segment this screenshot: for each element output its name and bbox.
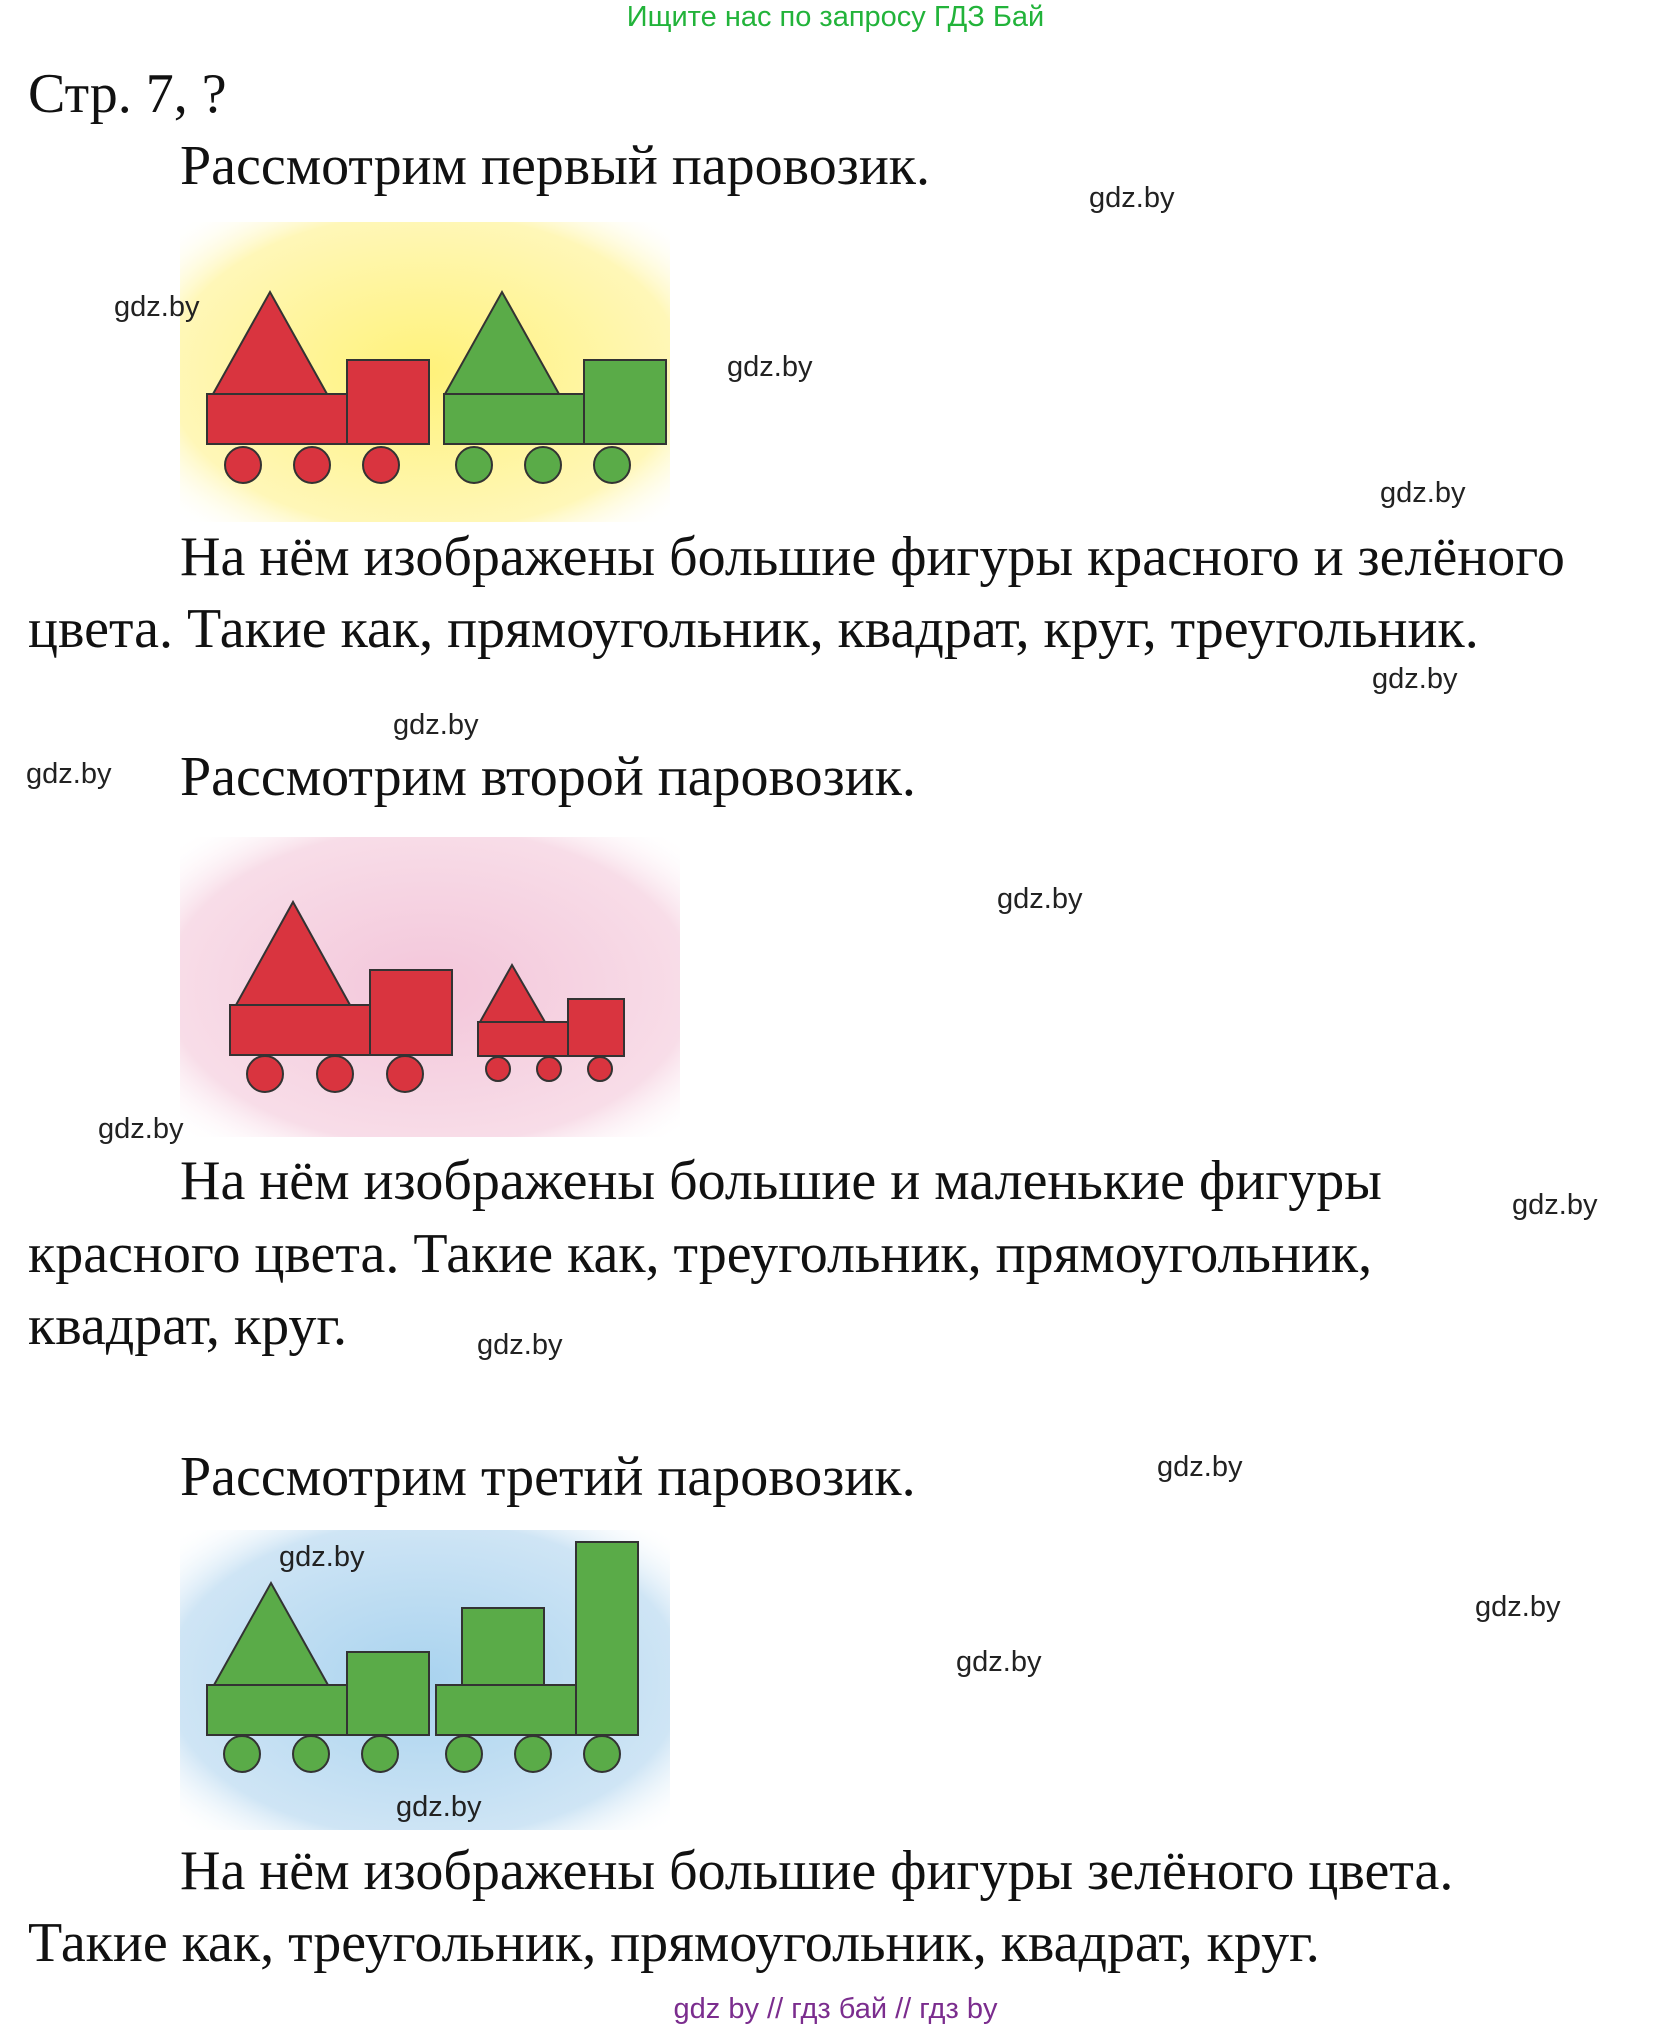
train1-desc-line2: цвета. Такие как, прямоугольник, квадрат, круг, треугольник. [28, 598, 1479, 660]
train3-car1-square [347, 1652, 429, 1735]
train1-figure [180, 222, 670, 522]
train1-car1-wheel [225, 447, 261, 483]
train1-car1-base [207, 394, 347, 444]
train3-car2-square [462, 1608, 544, 1685]
page-heading: Стр. 7, ? [28, 63, 227, 125]
train2-big-base [230, 1005, 370, 1055]
train1-car1-wheel [363, 447, 399, 483]
watermark: gdz.by [98, 1113, 184, 1145]
watermark: gdz.by [26, 758, 112, 790]
train3-car1-wheel [362, 1736, 398, 1772]
train3-intro: Рассмотрим третий паровозик. [180, 1446, 916, 1508]
train3-figure [180, 1530, 670, 1830]
watermark: gdz.by [393, 709, 479, 741]
train2-big-wheel [247, 1056, 283, 1092]
watermark: gdz.by [396, 1791, 482, 1823]
train2-figure [180, 837, 680, 1137]
train2-small-wheel [537, 1057, 561, 1081]
watermark: gdz.by [1512, 1189, 1598, 1221]
search-banner: Ищите нас по запросу ГДЗ Бай [626, 1, 1045, 33]
train1-car2-wheel [456, 447, 492, 483]
watermark: gdz.by [477, 1329, 563, 1361]
train1-car2-base [444, 394, 584, 444]
footer-links: gdz by // гдз бай // гдз by [673, 1993, 998, 2025]
watermark: gdz.by [1372, 663, 1458, 695]
train2-big-wheel [387, 1056, 423, 1092]
train1-car2-wheel [525, 447, 561, 483]
watermark: gdz.by [727, 351, 813, 383]
train1-car1-square [347, 360, 429, 444]
train3-desc-line2: Такие как, треугольник, прямоугольник, квадрат, круг. [28, 1912, 1320, 1974]
train1-desc-line1: На нём изображены большие фигуры красного и зелёного [180, 526, 1565, 588]
train1-car1-wheel [294, 447, 330, 483]
train2-desc-line1: На нём изображены большие и маленькие фигуры [180, 1150, 1382, 1212]
train1-car2-square [584, 360, 666, 444]
train2-intro: Рассмотрим второй паровозик. [180, 746, 916, 808]
train3-car2-base [436, 1685, 576, 1735]
train3-car1-base [207, 1685, 347, 1735]
train2-desc-line3: квадрат, круг. [28, 1295, 348, 1357]
train3-car2-tower [576, 1542, 638, 1735]
train3-car2-wheel [446, 1736, 482, 1772]
train2-desc-line2: красного цвета. Такие как, треугольник, прямоугольник, [28, 1223, 1373, 1285]
train3-car2-wheel [584, 1736, 620, 1772]
watermark: gdz.by [1089, 182, 1175, 214]
train3-car1-wheel [293, 1736, 329, 1772]
train3-desc-line1: На нём изображены большие фигуры зелёного цвета. [180, 1840, 1454, 1902]
watermark: gdz.by [1157, 1451, 1243, 1483]
watermark: gdz.by [279, 1541, 365, 1573]
train1-intro: Рассмотрим первый паровозик. [180, 135, 931, 197]
train2-big-wheel [317, 1056, 353, 1092]
watermark: gdz.by [997, 883, 1083, 915]
watermark: gdz.by [114, 291, 200, 323]
train2-big-square [370, 970, 452, 1055]
train2-small-base [478, 1022, 568, 1056]
train1-car2-wheel [594, 447, 630, 483]
watermark: gdz.by [1475, 1591, 1561, 1623]
train2-small-wheel [486, 1057, 510, 1081]
train2-small-square [568, 999, 624, 1056]
train3-car1-wheel [224, 1736, 260, 1772]
train2-small-wheel [588, 1057, 612, 1081]
train3-car2-wheel [515, 1736, 551, 1772]
watermark: gdz.by [1380, 477, 1466, 509]
watermark: gdz.by [956, 1646, 1042, 1678]
